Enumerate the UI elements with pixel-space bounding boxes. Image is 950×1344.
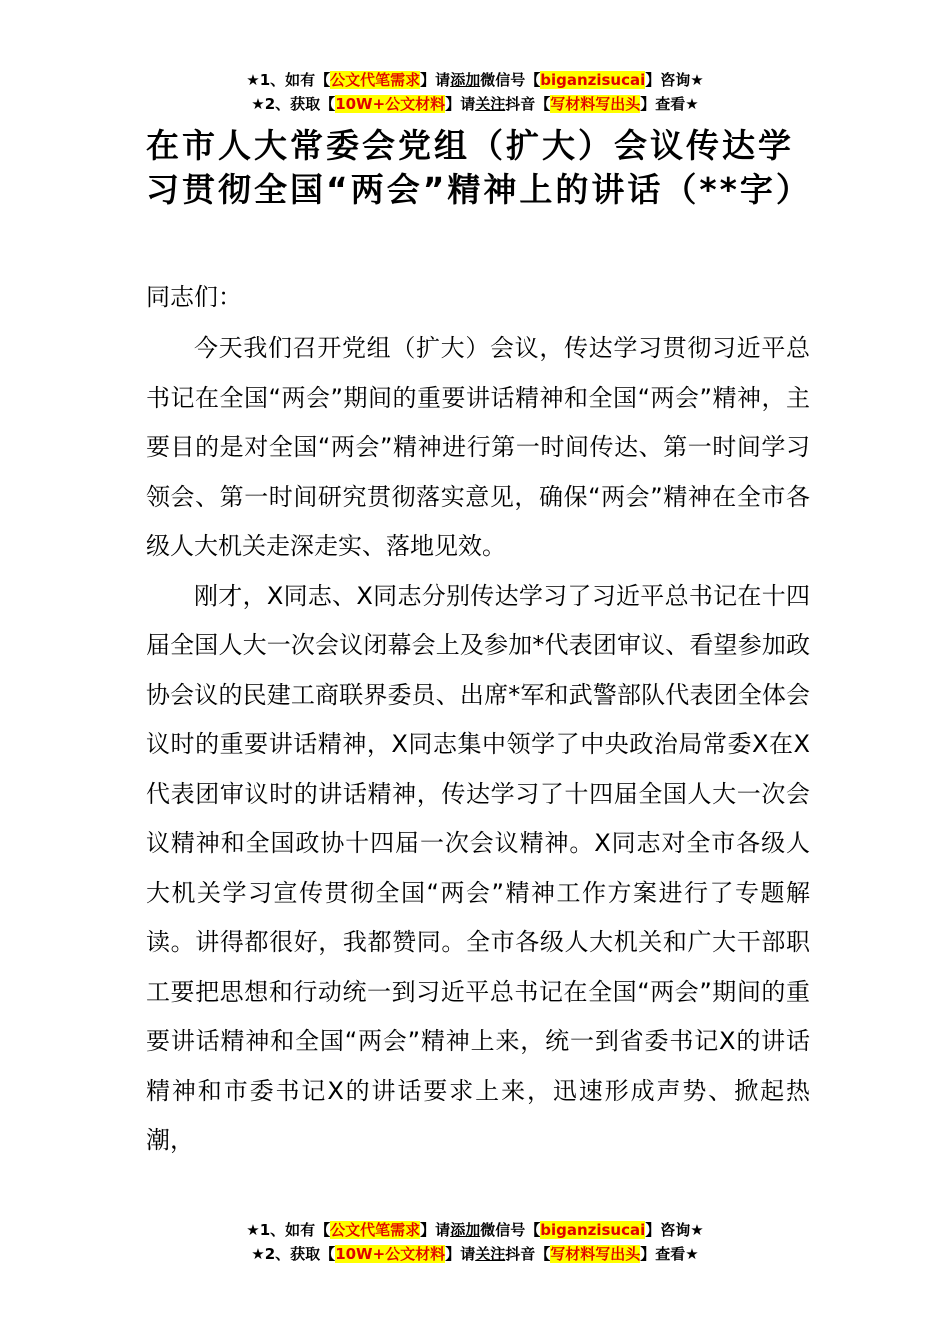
highlight-wechat-id: biganzisucai <box>540 71 646 89</box>
header-banner <box>0 68 950 116</box>
highlight-materials: 10W+公文材料 <box>335 1245 446 1263</box>
banner-text: 微信号【 <box>480 71 541 89</box>
banner-text: 】咨询★ <box>645 1221 704 1239</box>
banner-underlined-text: 关注 <box>475 1245 506 1263</box>
banner-underlined-text: 添加 <box>450 1221 481 1239</box>
paragraph: 今天我们召开党组（扩大）会议，传达学习贯彻习近平总书记在全国“两会”期间的重要讲话精神和全国“两会”精神，主要目的是对全国“两会”精神进行第一时间传达、第一时间学习领会、第一时间研究贯彻落实意见，确保“两会”精神在全市各级人大机关走深走实、落地见效。 <box>146 334 810 560</box>
banner-line-2 <box>0 92 950 116</box>
banner-underlined-text: 关注 <box>475 95 506 113</box>
banner-text: ★1、如有【 <box>246 1221 331 1239</box>
banner-text: 】请 <box>420 71 451 89</box>
highlight-service: 公文代笔需求 <box>330 1221 421 1239</box>
highlight-wechat-id: biganzisucai <box>540 1221 646 1239</box>
banner-text: 】请 <box>445 1245 476 1263</box>
banner-text: 】请 <box>420 1221 451 1239</box>
banner-line-1 <box>0 68 950 92</box>
banner-text: ★2、获取【 <box>251 95 336 113</box>
banner-line-2 <box>0 1242 950 1266</box>
paragraph: 刚才，X同志、X同志分别传达学习了习近平总书记在十四届全国人大一次会议闭幕会上及参加*代表团审议、看望参加政协会议的民建工商联界委员、出席*军和武警部队代表团全体会议时的重要讲话精神，X同志集中领学了中央政治局常委X在X代表团审议时的讲话精神，传达学习了十四届全国人大一次会议精神和全国政协十四届一次会议精神。X同志对全市各级人大机关学习宣传贯彻全国“两会”精神工作方案进行了专题解读。讲得都很好，我都赞同。全市各级人大机关和广大干部职工要把思想和行动统一到习近平总书记在全国“两会”期间的重要讲话精神和全国“两会”精神上来，统一到省委书记X的讲话精神和市委书记X的讲话要求上来，迅速形成声势、掀起热潮， <box>146 581 810 1154</box>
banner-text: 】请 <box>445 95 476 113</box>
document-title: 在市人大常委会党组（扩大）会议传达学习贯彻全国“两会”精神上的讲话（**字） <box>146 126 812 209</box>
banner-text: 抖音【 <box>505 1245 551 1263</box>
footer-banner <box>0 1218 950 1266</box>
banner-line-1 <box>0 1218 950 1242</box>
highlight-douyin-id: 写材料写出头 <box>550 1245 641 1263</box>
banner-text: 】查看★ <box>640 95 699 113</box>
salutation: 同志们： <box>146 283 242 311</box>
document-body <box>146 324 810 1166</box>
highlight-douyin-id: 写材料写出头 <box>550 95 641 113</box>
banner-underlined-text: 添加 <box>450 71 481 89</box>
highlight-service: 公文代笔需求 <box>330 71 421 89</box>
banner-text: ★2、获取【 <box>251 1245 336 1263</box>
highlight-materials: 10W+公文材料 <box>335 95 446 113</box>
banner-text: ★1、如有【 <box>246 71 331 89</box>
banner-text: 】咨询★ <box>645 71 704 89</box>
banner-text: 抖音【 <box>505 95 551 113</box>
banner-text: 】查看★ <box>640 1245 699 1263</box>
banner-text: 微信号【 <box>480 1221 541 1239</box>
